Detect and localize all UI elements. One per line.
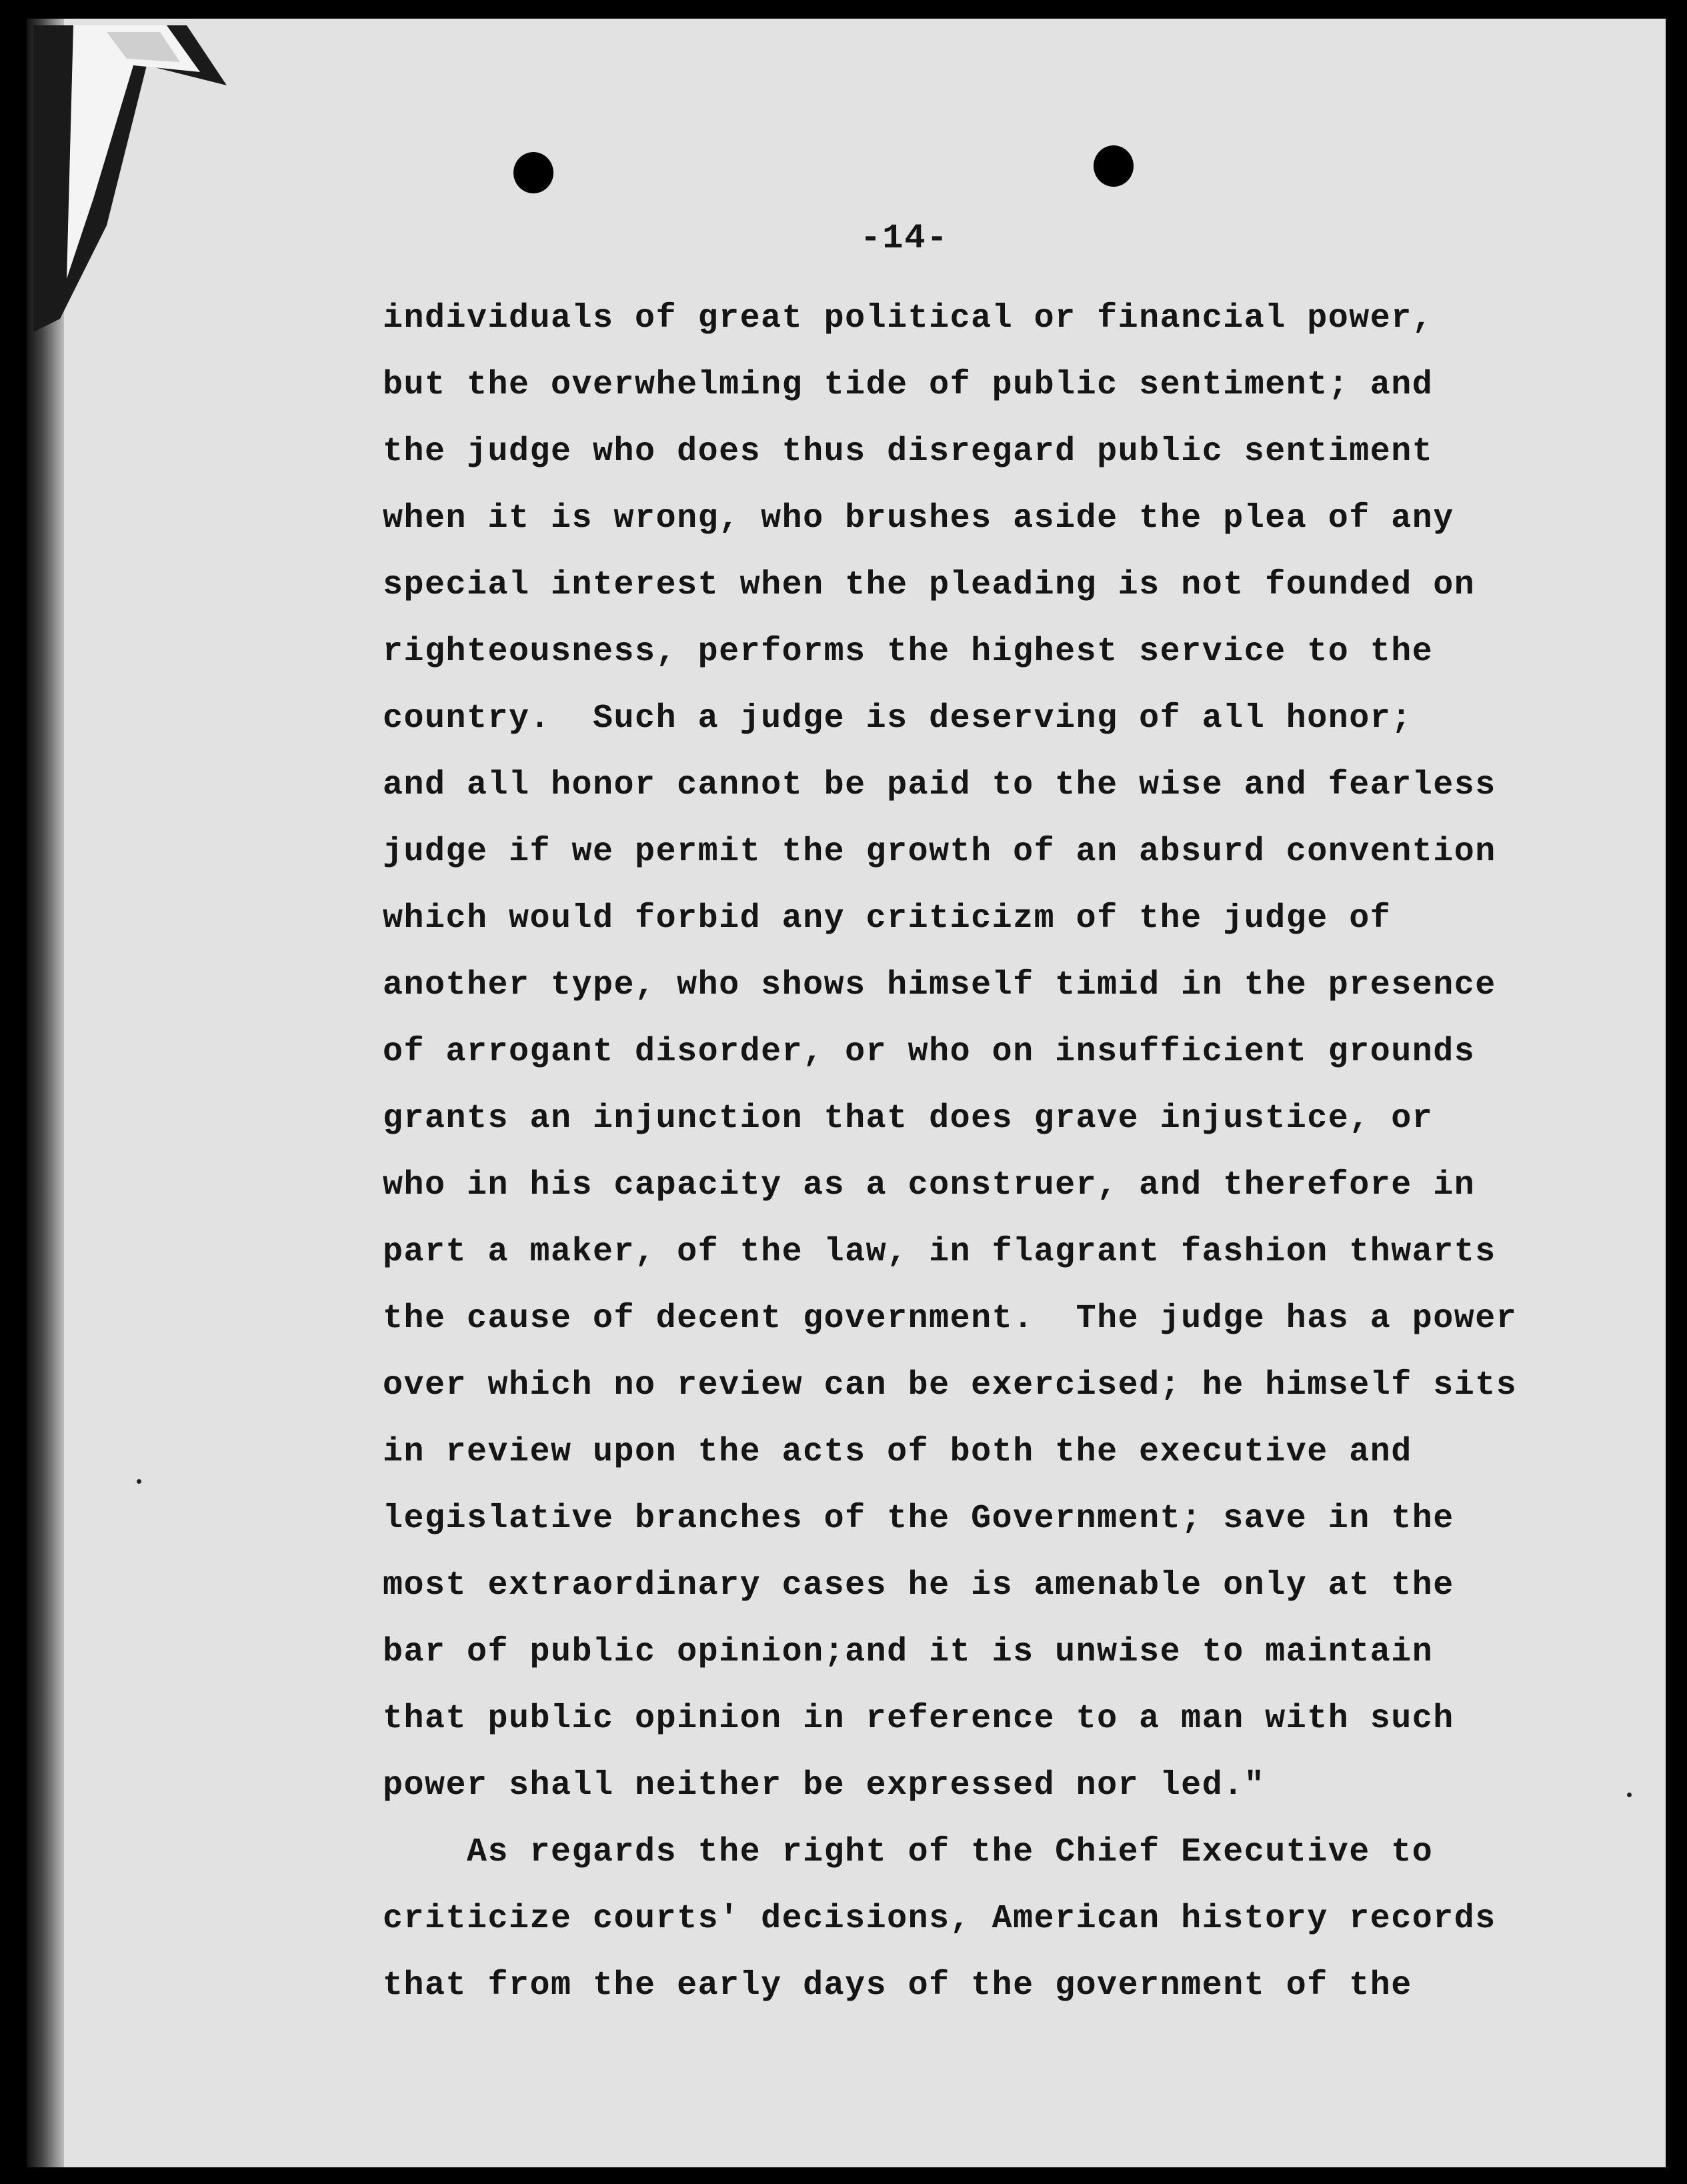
text-line: that public opinion in reference to a man with such: [383, 1700, 1454, 1738]
text-line: but the overwhelming tide of public sentiment; and: [383, 366, 1434, 404]
text-line: most extraordinary cases he is amenable only at the: [383, 1566, 1454, 1604]
page-number: -14-: [860, 219, 949, 258]
text-line: which would forbid any criticizm of the judge of: [383, 900, 1392, 938]
text-line: grants an injunction that does grave injustice, or: [383, 1100, 1434, 1138]
text-line: special interest when the pleading is not founded on: [383, 566, 1476, 604]
text-line: individuals of great political or financial power,: [383, 299, 1434, 337]
text-line: who in his capacity as a construer, and therefore in: [383, 1166, 1476, 1204]
text-line: when it is wrong, who brushes aside the plea of any: [383, 499, 1454, 537]
page-curl: [33, 25, 233, 332]
document-page: [27, 19, 1666, 2167]
text-line: power shall neither be expressed nor led.": [383, 1767, 1266, 1805]
punch-hole-left: [513, 152, 553, 193]
text-line: As regards the right of the Chief Executive to: [383, 1833, 1434, 1871]
text-line: righteousness, performs the highest service to the: [383, 633, 1434, 671]
speck-mark: [1627, 1793, 1632, 1797]
text-line: the judge who does thus disregard public sentiment: [383, 433, 1434, 471]
text-line: another type, who shows himself timid in the presence: [383, 966, 1496, 1004]
text-line: judge if we permit the growth of an absurd convention: [383, 833, 1496, 871]
speck-mark: [137, 1479, 141, 1484]
text-line: the cause of decent government. The judge has a power: [383, 1300, 1518, 1338]
text-line: that from the early days of the government of the: [383, 1967, 1412, 2005]
page-shadow-edge: [27, 19, 64, 2167]
text-line: of arrogant disorder, or who on insufficient grounds: [383, 1033, 1476, 1071]
text-line: in review upon the acts of both the executive and: [383, 1433, 1412, 1471]
punch-hole-right: [1094, 145, 1134, 187]
text-line: legislative branches of the Government; save in the: [383, 1500, 1454, 1538]
text-line: bar of public opinion;and it is unwise to maintain: [383, 1633, 1434, 1671]
text-line: part a maker, of the law, in flagrant fashion thwarts: [383, 1233, 1496, 1271]
text-line: country. Such a judge is deserving of all honor;: [383, 700, 1412, 738]
text-line: and all honor cannot be paid to the wise and fearless: [383, 766, 1496, 804]
text-line: criticize courts' decisions, American history records: [383, 1900, 1496, 1938]
text-line: over which no review can be exercised; he himself sits: [383, 1366, 1518, 1404]
